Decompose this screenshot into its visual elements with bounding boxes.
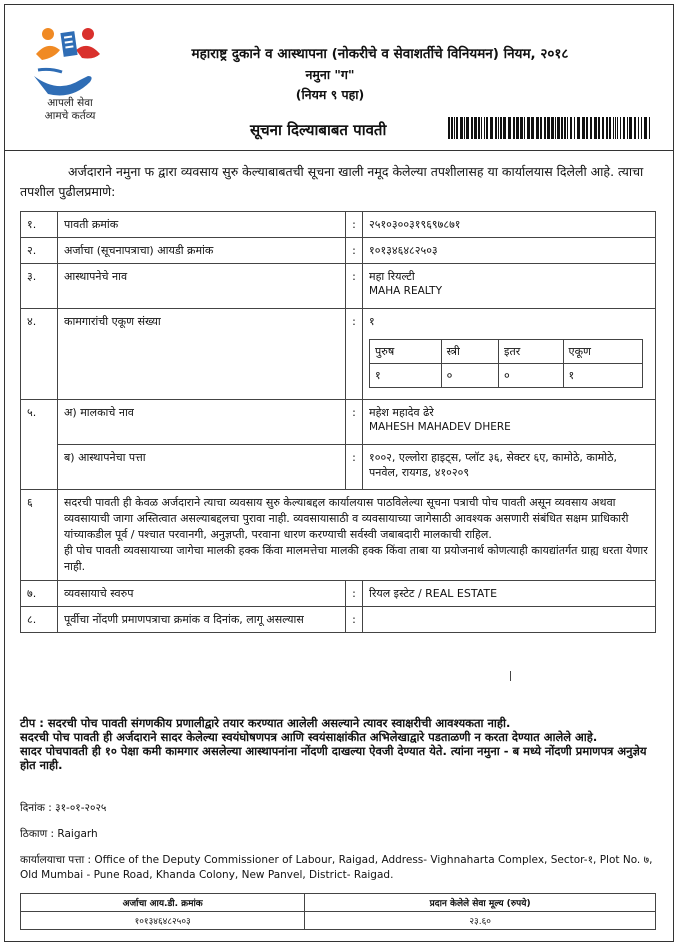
row-application-id xyxy=(21,238,656,264)
colon: : xyxy=(346,238,363,264)
field-label: कामगारांची एकूण संख्या xyxy=(58,309,346,400)
worker-count-value: १ xyxy=(369,315,375,328)
barcode-bar xyxy=(456,117,458,139)
barcode-bar xyxy=(598,117,600,139)
row-business-nature xyxy=(21,581,656,607)
barcode-bar xyxy=(536,117,539,139)
barcode-bar xyxy=(448,117,450,139)
logo-caption xyxy=(30,97,110,123)
row-disclaimer xyxy=(21,490,656,581)
disclaimer-text xyxy=(58,490,656,581)
barcode-bar xyxy=(644,117,647,139)
row-number: ८. xyxy=(21,607,58,633)
header-divider xyxy=(4,150,674,151)
previous-registration-value xyxy=(363,607,656,633)
receipt-number-value: २५१०३००३१९६९७८७१ xyxy=(363,212,656,238)
service-fee-header: प्रदान केलेले सेवा मूल्य (रुपये) xyxy=(305,894,656,912)
service-fee-cell: २३.६० xyxy=(305,912,656,930)
total-header: एकूण xyxy=(563,340,642,364)
details-table xyxy=(20,211,656,633)
barcode xyxy=(448,117,653,139)
form-name: नमुना "ग" xyxy=(305,67,355,82)
female-header: स्त्री xyxy=(441,340,498,364)
barcode-bar xyxy=(567,117,568,139)
other-header: इतर xyxy=(499,340,563,364)
colon: : xyxy=(346,309,363,400)
colon: : xyxy=(346,400,363,445)
other-count: ० xyxy=(499,364,563,388)
field-label: व्यवसायाचे स्वरुप xyxy=(58,581,346,607)
barcode-bar xyxy=(474,117,477,139)
field-label: अर्जाचा (सूचनापत्राचा) आयडी क्रमांक xyxy=(58,238,346,264)
female-count: ० xyxy=(441,364,498,388)
intro-text: अर्जदाराने नमुना फ द्वारा व्यवसाय सुरु केल्याबाबतची सूचना खाली नमूद केलेल्या तपशीलासह या कार्यालयास दिलेली आहे. त्याचा तपशील पुढीलप्रमाणे: xyxy=(20,164,644,199)
issue-place: ठिकाण : Raigarh xyxy=(20,828,98,840)
barcode-bar xyxy=(471,117,473,139)
barcode-bar xyxy=(484,117,485,139)
logo-caption-line-2: आमचे कर्तव्य xyxy=(44,110,96,122)
application-id-value: १०१३४६४८२५०३ xyxy=(363,238,656,264)
barcode-bar xyxy=(590,117,592,139)
owner-name-marathi: महेश महादेव ढेरे xyxy=(369,406,434,419)
establishment-address-value: १००२, एल्लोरा हाइट्स, प्लॉट ३६, सेक्टर ६ए, कामोठे, कामोठे, पनवेल, रायगड, ४१०२०९ xyxy=(363,445,656,490)
fee-table xyxy=(20,893,656,930)
barcode-bar xyxy=(613,117,614,139)
barcode-bar xyxy=(570,117,572,139)
barcode-bar xyxy=(586,117,588,139)
barcode-bar xyxy=(454,117,455,139)
barcode-bar xyxy=(629,117,632,139)
barcode-bar xyxy=(524,117,525,139)
application-id-cell: १०१३४६४८२५०३ xyxy=(21,912,305,930)
barcode-bar xyxy=(464,117,465,139)
row-receipt-number xyxy=(21,212,656,238)
field-label: ब) आस्थापनेचा पत्ता xyxy=(58,445,346,490)
field-label: पावती क्रमांक xyxy=(58,212,346,238)
row-establishment-name xyxy=(21,264,656,309)
barcode-bar xyxy=(638,117,639,139)
application-id-header: अर्जाचा आय.डी. क्रमांक xyxy=(21,894,305,912)
barcode-bar xyxy=(557,117,560,139)
owner-name-value xyxy=(363,400,656,445)
barcode-bar xyxy=(627,117,628,139)
worker-breakdown-table xyxy=(369,339,643,388)
establishment-name-english: MAHA REALTY xyxy=(369,285,443,297)
business-nature-value: रियल इस्टेट / REAL ESTATE xyxy=(363,581,656,607)
logo-caption-line-1: आपली सेवा xyxy=(47,97,93,109)
note-3: सादर पोचपावती ही १० पेक्षा कमी कामगार असलेल्या आस्थापनांना नोंदणी दाखल्या ऐवजी देण्यात येते. त्यांना नमुना - ब मध्ये नोंदणी प्रमाणपत्र अनुज्ञेय होत नाही. xyxy=(20,744,647,772)
barcode-bar xyxy=(466,117,469,139)
barcode-bar xyxy=(478,117,480,139)
row-number: २. xyxy=(21,238,58,264)
barcode-bar xyxy=(574,117,575,139)
colon: : xyxy=(346,581,363,607)
row-worker-count xyxy=(21,309,656,400)
barcode-bar xyxy=(486,117,488,139)
barcode-bar xyxy=(490,117,493,139)
row-establishment-address xyxy=(21,445,656,490)
barcode-bar xyxy=(615,117,616,139)
row-number: ३. xyxy=(21,264,58,309)
barcode-bar xyxy=(527,117,530,139)
barcode-bar xyxy=(555,117,556,139)
barcode-bar xyxy=(547,117,550,139)
row-number: १. xyxy=(21,212,58,238)
colon: : xyxy=(346,264,363,309)
barcode-bar xyxy=(602,117,604,139)
rule-reference: (नियम ९ पहा) xyxy=(295,87,365,102)
note-2: सदरची पोच पावती ही अर्जदाराने सादर केलेल्या स्वयंघोषणपत्र आणि स्वयंसाक्षांकीत अभिलेखाद्वारे पडताळणी न करता देण्यात आलेले आहे. xyxy=(20,730,598,744)
barcode-bar xyxy=(498,117,499,139)
barcode-bar xyxy=(649,117,650,139)
barcode-bar xyxy=(540,117,542,139)
barcode-bar xyxy=(623,117,625,139)
barcode-bar xyxy=(460,117,463,139)
fee-table-header xyxy=(21,894,656,912)
field-label: पूर्वीचा नोंदणी प्रमाणपत्राचा क्रमांक व दिनांक, लागू असल्यास xyxy=(58,607,346,633)
barcode-bar xyxy=(495,117,497,139)
male-header: पुरुष xyxy=(370,340,442,364)
owner-name-english: MAHESH MAHADEV DHERE xyxy=(369,421,511,433)
fee-table-row xyxy=(21,912,656,930)
barcode-bar xyxy=(513,117,515,139)
colon: : xyxy=(346,212,363,238)
row-number: ४. xyxy=(21,309,58,400)
barcode-bar xyxy=(508,117,511,139)
issue-date: दिनांक : ३१-०१-२०२५ xyxy=(20,802,107,814)
male-count: १ xyxy=(370,364,442,388)
breakdown-value-row xyxy=(370,364,643,388)
barcode-bar xyxy=(481,117,482,139)
row-number: ७. xyxy=(21,581,58,607)
barcode-bar xyxy=(531,117,534,139)
barcode-bar xyxy=(641,117,642,139)
barcode-bar xyxy=(564,117,566,139)
row-number: ६ xyxy=(21,490,58,581)
document-title: सूचना दिल्याबाबत पावती xyxy=(250,121,387,139)
office-address: कार्यालयाचा पत्ता : Office of the Deputy Commissioner of Labour, Raigad, Address- Vighnaharta Complex, Sector-१, Plot No. ७, Old Mumbai - Pune Road, Khanda Colony, New Panvel, District- Raigad. xyxy=(20,854,653,881)
barcode-bar xyxy=(634,117,636,139)
barcode-bar xyxy=(582,117,585,139)
breakdown-header-row xyxy=(370,340,643,364)
disclaimer-paragraph-2: ही पोच पावती व्यवसायाच्या जागेचा मालकी हक्क किंवा मालमत्तेचा मालकी हक्क किंवा ताबा या प्रयोजनार्थ कोणत्याही कायद्यांतर्गत ग्राह्य धरता येणार नाही. xyxy=(64,544,648,573)
barcode-bar xyxy=(620,117,621,139)
barcode-bar xyxy=(561,117,563,139)
establishment-name-value xyxy=(363,264,656,309)
total-count: १ xyxy=(563,364,642,388)
establishment-name-marathi: महा रियल्टी xyxy=(369,270,415,283)
barcode-bar xyxy=(594,117,597,139)
cursor-mark xyxy=(510,671,511,681)
barcode-bar xyxy=(516,117,519,139)
colon: : xyxy=(346,445,363,490)
worker-count-cell xyxy=(363,309,656,400)
barcode-bar xyxy=(606,117,608,139)
barcode-bar xyxy=(577,117,580,139)
disclaimer-paragraph-1: सदरची पावती ही केवळ अर्जदाराने त्याचा व्यवसाय सुरु केल्याबद्दल कार्यालयास पाठविलेल्या सूचना पत्राची पोच पावती असून व्यवसाय अथवा व्यवसायाची जागा अस्तित्वात असल्याबद्दलचा पुरावा नाही. व्यवसायासाठी व व्यवसायाच्या जागेसाठी आवश्यक असणारी संबंधित सक्षम प्राधिकारी यांच्याकडील पूर्व / पश्चात परवानगी, अनुज्ञप्ती, परवाना धारण करण्याची सर्वस्वी जबाबदारी मालकाची राहिल. xyxy=(64,496,629,541)
row-previous-registration xyxy=(21,607,656,633)
rules-title: महाराष्ट्र दुकाने व आस्थापना (नोकरीचे व सेवाशर्तीचे विनियमन) नियम, २०१८ xyxy=(191,46,569,62)
note-1: टीप : सदरची पोच पावती संगणकीय प्रणालीद्वारे तयार करण्यात आलेली असल्याने त्यावर स्वाक्षरीची आवश्यकता नाही. xyxy=(20,716,511,730)
barcode-bar xyxy=(520,117,523,139)
barcode-bar xyxy=(617,117,618,139)
row-owner-name xyxy=(21,400,656,445)
colon: : xyxy=(346,607,363,633)
notes-block xyxy=(20,716,660,772)
barcode-bar xyxy=(551,117,554,139)
field-label: अ) मालकाचे नाव xyxy=(58,400,346,445)
row-number: ५. xyxy=(21,400,58,490)
barcode-bar xyxy=(503,117,506,139)
barcode-bar xyxy=(451,117,453,139)
barcode-bar xyxy=(500,117,502,139)
barcode-bar xyxy=(609,117,611,139)
field-label: आस्थापनेचे नाव xyxy=(58,264,346,309)
barcode-bar xyxy=(544,117,546,139)
